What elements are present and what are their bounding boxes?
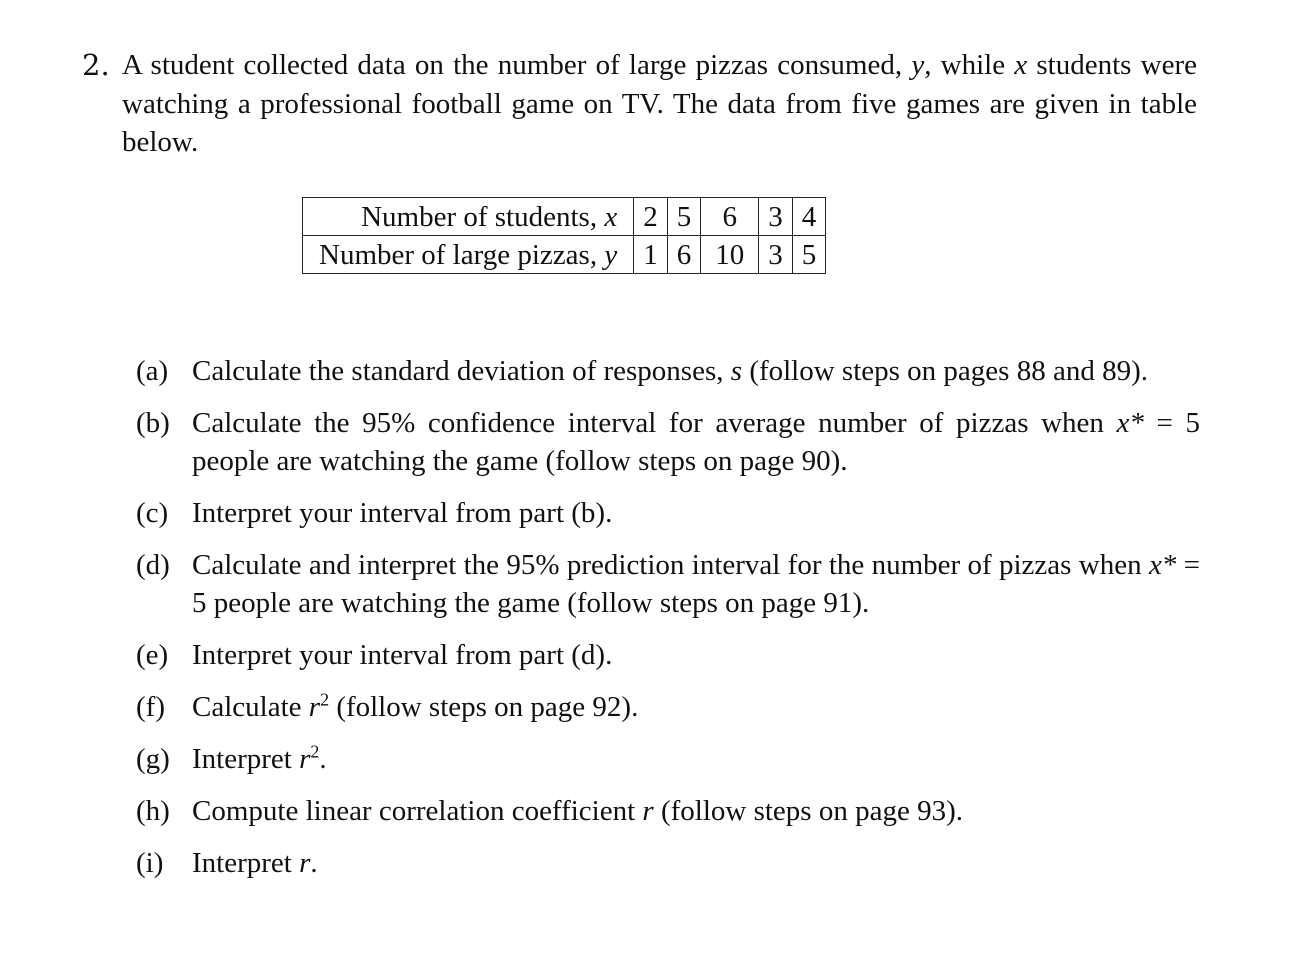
part-f: [136, 688, 1200, 726]
problem-statement: A student collected data on the number of large pizzas consumed, y, while x students were watching a professional football game on TV. The data from five games are given in table below.: [122, 49, 1197, 158]
part-text: Calculate the 95% confidence interval for average number of pizzas when x* = 5 people are watching the game (follow steps on page 90).: [192, 407, 1200, 477]
part-text: Interpret your interval from part (d).: [192, 639, 613, 671]
part-text: Calculate $r^2$ (follow steps on page 92).: [192, 689, 639, 723]
table-cell-x: 5: [667, 198, 701, 236]
part-label: (b): [136, 407, 170, 439]
variable-x: x: [1014, 49, 1028, 81]
part-e: [136, 636, 1200, 674]
part-b: [136, 404, 1200, 480]
part-label: (f): [136, 691, 165, 723]
part-label: (d): [136, 549, 170, 581]
part-c: [136, 494, 1200, 532]
row-label-pizzas: Number of large pizzas, y: [303, 236, 634, 274]
part-text: Calculate and interpret the 95% prediction interval for the number of pizzas when x* = 5 people are watching the game (follow steps on page 91).: [192, 549, 1201, 619]
data-table: [302, 197, 826, 274]
table-cell-x: 3: [759, 198, 793, 236]
table-cell-x: 6: [701, 198, 759, 236]
problem-number: 2.: [82, 48, 110, 82]
row-label-students: Number of students, x: [303, 198, 634, 236]
part-text: Calculate the standard deviation of responses, s (follow steps on pages 88 and 89).: [192, 355, 1148, 387]
table-cell-y: 6: [667, 236, 701, 274]
table-cell-x: 2: [634, 198, 668, 236]
table-cell-x: 4: [792, 198, 826, 236]
part-i: [136, 844, 1200, 882]
part-text: Interpret $r^2$.: [192, 741, 327, 775]
part-label: (a): [136, 355, 169, 387]
part-g: [136, 740, 1200, 778]
part-label: (h): [136, 795, 170, 827]
part-label: (g): [136, 743, 170, 775]
table-cell-y: 1: [634, 236, 668, 274]
part-label: (e): [136, 639, 169, 671]
part-text: Compute linear correlation coefficient r (follow steps on page 93).: [192, 795, 963, 827]
part-d: [136, 546, 1200, 622]
part-label: (i): [136, 847, 164, 879]
part-text: Interpret your interval from part (b).: [192, 497, 613, 529]
table-row-pizzas: [303, 236, 826, 274]
part-label: (c): [136, 497, 169, 529]
part-text: Interpret r.: [192, 847, 318, 879]
part-h: [136, 792, 1200, 830]
table-cell-y: 3: [759, 236, 793, 274]
question-parts: [136, 352, 1200, 882]
part-a: [136, 352, 1200, 390]
table-row-students: [303, 198, 826, 236]
variable-y: y: [911, 49, 925, 81]
table-cell-y: 10: [701, 236, 759, 274]
table-cell-y: 5: [792, 236, 826, 274]
